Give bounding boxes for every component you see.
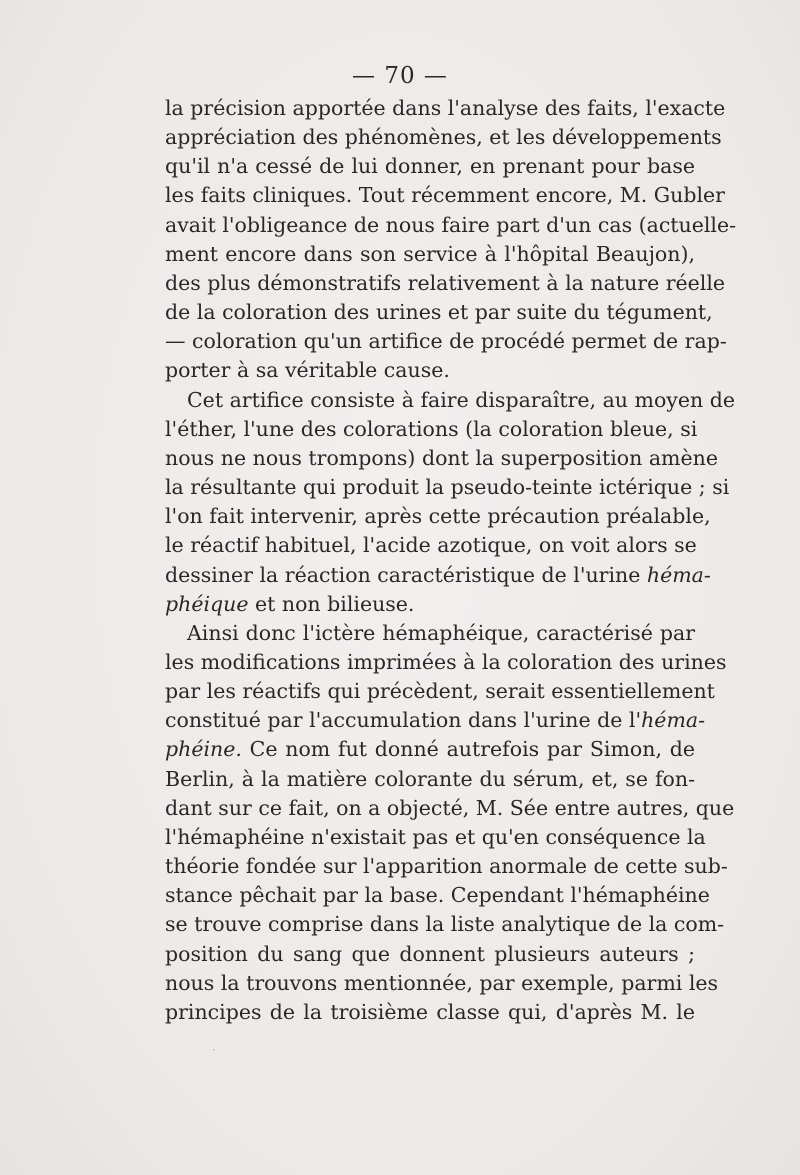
text-line: la résultante qui produit la pseudo-teinte ictérique ; si (165, 475, 730, 500)
text-line: de la coloration des urines et par suite du tégument, (165, 300, 713, 325)
text-line: constitué par l'accumulation dans l'urine de l'héma- (165, 708, 706, 733)
text-line: porter à sa véritable cause. (165, 358, 450, 383)
text-line: phéique et non bilieuse. (165, 591, 415, 616)
text-line: l'éther, l'une des colorations (la coloration bleue, si (165, 416, 698, 441)
text-line: avait l'obligeance de nous faire part d'un cas (actuelle- (165, 212, 737, 237)
text-line: les faits cliniques. Tout récemment encore, M. Gubler (165, 183, 725, 208)
text-line: Berlin, à la matière colorante du sérum, et, se fon- (165, 766, 695, 791)
text-line: des plus démonstratifs relativement à la nature réelle (165, 270, 726, 295)
paper-speck-mark: · (212, 1043, 216, 1057)
text-line: ment encore dans son service à l'hôpital Beaujon), (165, 241, 695, 266)
text-line: nous la trouvons mentionnée, par exemple, parmi les (165, 970, 719, 995)
text-line: par les réactifs qui précèdent, serait essentiellement (165, 679, 715, 704)
text-line: phéine. Ce nom fut donné autrefois par Simon, de (165, 737, 695, 762)
text-line: appréciation des phénomènes, et les développements (165, 125, 722, 150)
text-line: le réactif habituel, l'acide azotique, on voit alors se (165, 533, 697, 558)
text-line: nous ne nous trompons) dont la superposition amène (165, 445, 718, 470)
page-number: — 70 — (352, 63, 448, 89)
text-line: stance pêchait par la base. Cependant l'hémaphéine (165, 883, 710, 908)
text-line: dant sur ce fait, on a objecté, M. Sée entre autres, que (165, 795, 735, 820)
text-line: position du sang que donnent plusieurs auteurs ; (165, 941, 695, 966)
text-line: — coloration qu'un artifice de procédé permet de rap- (165, 329, 727, 354)
text-line: Cet artifice consiste à faire disparaître, au moyen de (187, 387, 735, 412)
text-line: Ainsi donc l'ictère hémaphéique, caractérisé par (187, 620, 695, 645)
text-line: théorie fondée sur l'apparition anormale de cette sub- (165, 854, 728, 879)
text-line: les modifications imprimées à la coloration des urines (165, 649, 727, 674)
text-line: qu'il n'a cessé de lui donner, en prenant pour base (165, 154, 695, 179)
text-line: l'on fait intervenir, après cette précaution préalable, (165, 504, 711, 529)
text-line: principes de la troisième classe qui, d'après M. le (165, 999, 695, 1024)
body-text (165, 94, 737, 1027)
text-line: la précision apportée dans l'analyse des faits, l'exacte (165, 96, 726, 120)
text-line: se trouve comprise dans la liste analytique de la com- (165, 912, 725, 937)
text-line: l'hémaphéine n'existait pas et qu'en conséquence la (165, 824, 706, 849)
text-line: dessiner la réaction caractéristique de l'urine héma- (165, 562, 711, 587)
